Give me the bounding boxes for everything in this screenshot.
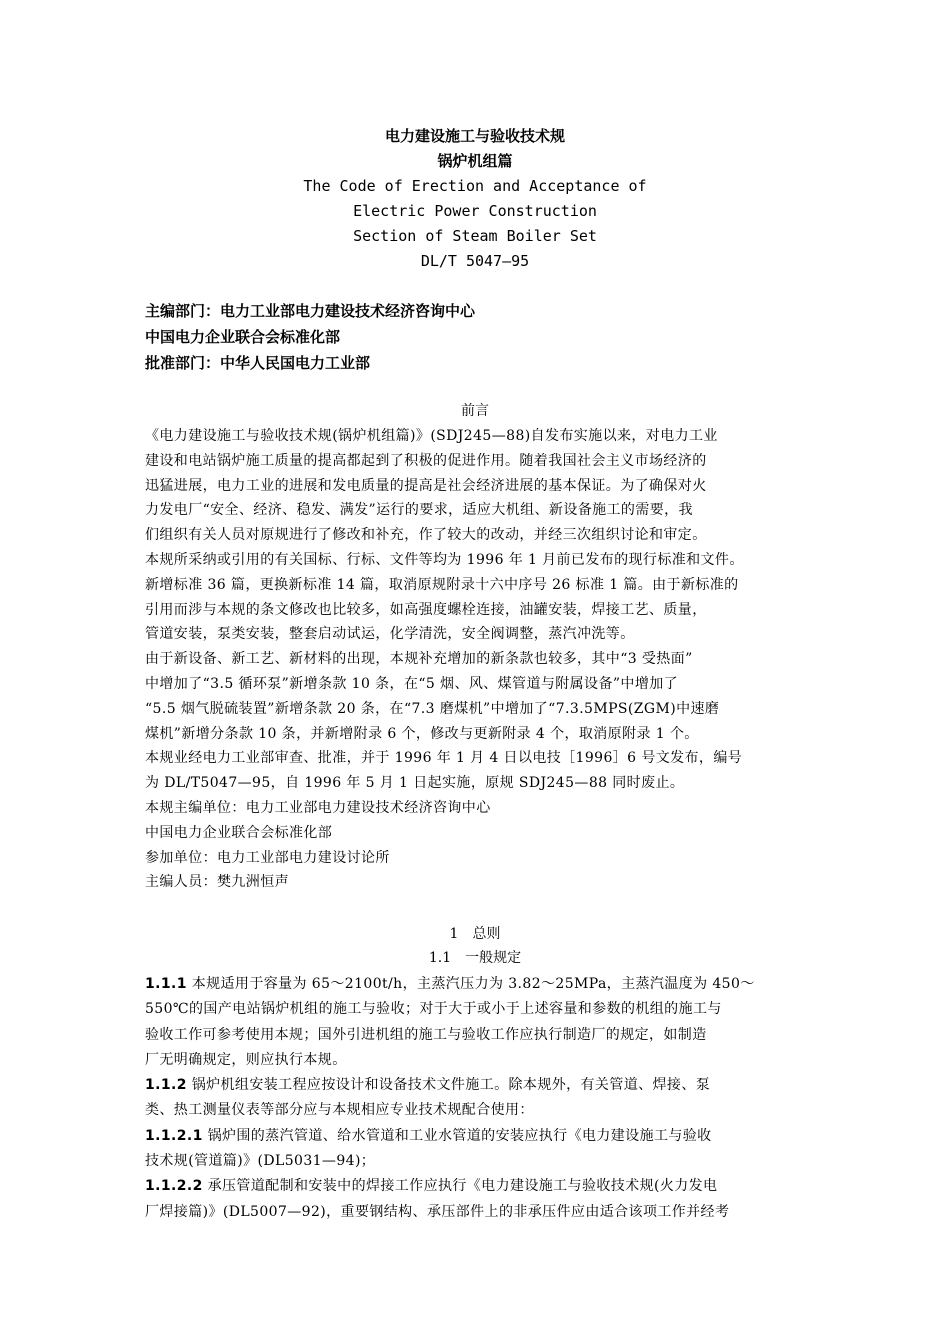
foreword-line: 们组织有关人员对原规进行了修改和补充，作了较大的改动，并经三次组织讨论和审定。 [145,527,707,544]
clause-text: 锅炉围的蒸汽管道、给水管道和工业水管道的安装应执行《电力建设施工与验收 [202,1127,712,1144]
body-line [145,972,825,997]
clause-text: 锅炉机组安装工程应按设计和设备技术文件施工。除本规外，有关管道、焊接、泵 [186,1077,711,1094]
english-title-line-2: Electric Power Construction [353,202,597,220]
approving-department: 批准部门：中华人民国电力工业部 [145,354,371,372]
clause-text: 厂焊接篇)》(DL5007—92)，重要钢结构、承压部件上的非承压件应由适合该项工作并经考 [145,1203,730,1220]
foreword-line: 本规所采纳或引用的有关国标、行标、文件等均为 1996 年 1 月前已发布的现行标准和文件。 [145,551,744,568]
clause-text: 本规适用于容量为 65～2100t/h，主蒸汽压力为 3.82～25MPa，主蒸汽温度为 450～ [186,976,755,992]
clause-text: 技术规(管道篇)》(DL5031—94)； [145,1153,376,1170]
foreword-line: 主编人员：樊九洲恒声 [145,874,289,891]
english-title-line-1: The Code of Erection and Acceptance of [303,177,647,195]
foreword-body [145,424,825,895]
foreword-line: 引用而涉与本规的条文修改也比较多，如高强度螺栓连接，油罐安装，焊接工艺、质量， [145,601,707,618]
foreword-line: 为 DL/T5047—95，自 1996 年 5 月 1 日起实施，原规 SDJ245—88 同时废止。 [145,775,685,792]
foreword-line: 中增加了“3.5 循环泵”新增条款 10 条，在“5 烟、风、煤管道与附属设备”中增加了 [145,675,679,692]
foreword-line: 新增标准 36 篇，更换新标准 14 篇，取消原规附录十六中序号 26 标准 1 篇。由于新标准的 [145,576,739,593]
foreword-line: 迅猛进展，电力工业的进展和发电质量的提高是社会经济进展的基本保证。为了确保对火 [145,477,707,494]
body-line [145,1023,825,1048]
clause-text: 验收工作可参考使用本规；国外引进机组的施工与验收工作应执行制造厂的规定，如制造 [145,1026,707,1043]
body-line [145,1048,825,1073]
body-line [145,1073,825,1098]
clause-text: 类、热工测量仪表等部分应与本规相应专业技术规配合使用： [145,1102,534,1119]
foreword-line: 建设和电站锅炉施工质量的提高都起到了积极的促进作用。随着我国社会主义市场经济的 [145,452,707,469]
foreword-line: 由于新设备、新工艺、新材料的出现，本规补充增加的新条款也较多，其中“3 受热面” [145,651,693,668]
section-body [145,972,825,1225]
body-line [145,1174,825,1199]
foreword-heading: 前言 [461,403,489,419]
foreword-line: 管道安装，泵类安装，整套启动试运，化学清洗，安全阀调整，蒸汽冲洗等。 [145,626,635,643]
clause-number: 1.1.2.1 [145,1127,203,1144]
document-subtitle: 锅炉机组篇 [437,152,513,170]
chief-editor-department: 主编部门：电力工业部电力建设技术经济咨询中心 [145,302,476,320]
foreword-line: 中国电力企业联合会标准化部 [145,824,333,841]
clause-number: 1.1.2 [145,1077,187,1094]
clause-number: 1.1.1 [145,976,187,992]
foreword-line: 本规业经电力工业部审查、批准，并于 1996 年 1 月 4 日以电技［1996］6 号文发布，编号 [145,750,743,767]
foreword-line: 《电力建设施工与验收技术规(锅炉机组篇)》(SDJ245—88)自发布实施以来，对电力工业 [145,428,718,444]
section-heading: 1.1 一般规定 [428,950,522,966]
issuing-info [145,298,845,376]
foreword-line: “5.5 烟气脱硫装置”新增条款 20 条，在“7.3 磨煤机”中增加了“7.3.5MPS(ZGM)中速磨 [145,700,720,717]
clause-text: 厂无明确规定，则应执行本规。 [145,1051,347,1068]
body-line [145,1200,825,1225]
foreword-line: 煤机”新增分条款 10 条，并新增附录 6 个，修改与更新附录 4 个，取消原附录 1 个。 [145,725,699,742]
clause-text: 550℃的国产电站锅炉机组的施工与验收；对于大于或小于上述容量和参数的机组的施工与 [145,1001,722,1018]
english-title-line-3: Section of Steam Boiler Set [353,227,597,245]
co-editor-department: 中国电力企业联合会标准化部 [145,328,341,346]
body-line [145,1098,825,1123]
document-title: 电力建设施工与验收技术规 [384,127,565,145]
chapter-heading: 1 总则 [449,926,501,942]
foreword-line: 参加单位：电力工业部电力建设讨论所 [145,849,390,866]
body-line [145,997,825,1022]
standard-code: DL/T 5047—95 [420,252,530,270]
body-line [145,1124,825,1149]
clause-number: 1.1.2.2 [145,1178,203,1195]
foreword-line: 本规主编单位：电力工业部电力建设技术经济咨询中心 [145,799,491,816]
title-block [0,124,950,274]
foreword-line: 力发电厂“安全、经济、稳发、满发”运行的要求，适应大机组、新设备施工的需要，我 [145,502,693,519]
body-line [145,1149,825,1174]
clause-text: 承压管道配制和安装中的焊接工作应执行《电力建设施工与验收技术规(火力发电 [202,1178,718,1195]
